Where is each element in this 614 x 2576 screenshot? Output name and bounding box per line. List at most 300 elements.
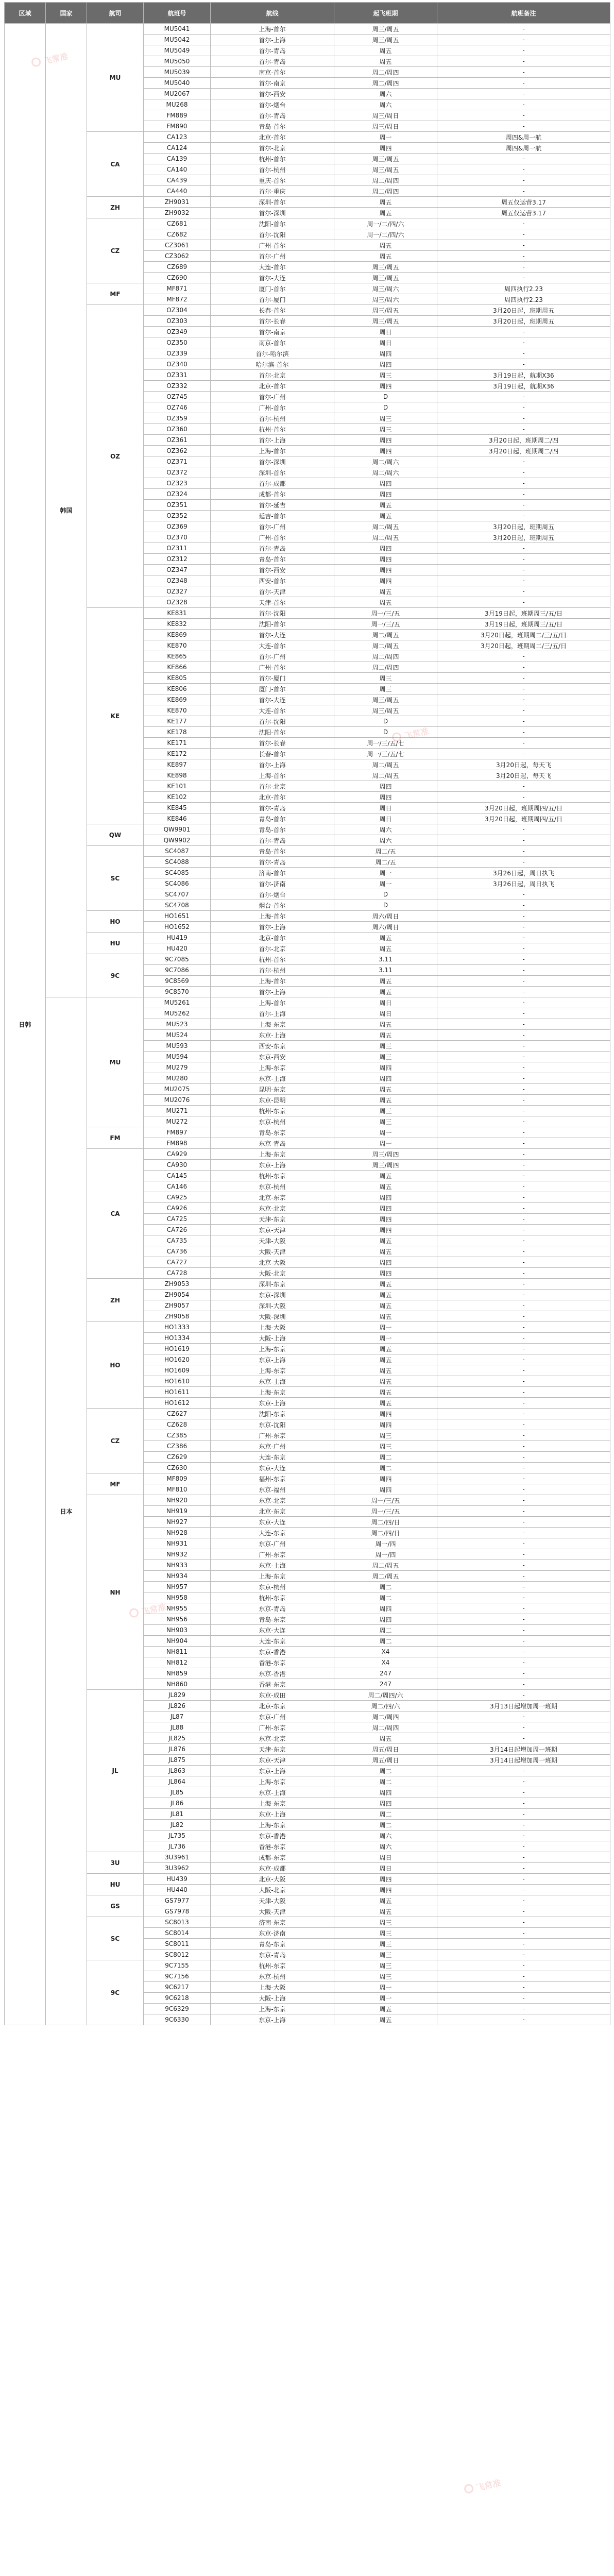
departure-days: 周三 [334,1917,437,1928]
flight-number: CZ629 [144,1452,211,1463]
flight-number: CA930 [144,1160,211,1171]
flight-note: - [437,673,610,684]
flight-number: CZ386 [144,1441,211,1452]
flight-number: CZ3061 [144,240,211,251]
departure-days: 周三/周五 [334,694,437,705]
flight-number: OZ351 [144,500,211,511]
flight-number: CZ690 [144,273,211,283]
flight-note: - [437,911,610,922]
flight-note: - [437,1116,610,1127]
departure-days: 周三/周五 [334,273,437,283]
departure-days: 周五 [334,987,437,997]
airline-cell: HO [87,1322,144,1409]
departure-days: 周五 [334,597,437,608]
flight-number: MU5039 [144,67,211,78]
route: 上海-大阪 [211,1982,334,1993]
flight-number: SC8014 [144,1928,211,1939]
flight-number: MU524 [144,1030,211,1041]
departure-days: 周四 [334,1603,437,1614]
route: 东京-杭州 [211,1116,334,1127]
flight-number: NH934 [144,1571,211,1582]
route: 东京-上海 [211,2014,334,2025]
flight-note: - [437,164,610,175]
departure-days: 周二 [334,1809,437,1820]
departure-days: 周四 [334,781,437,792]
flight-note: - [437,273,610,283]
flight-number: KE832 [144,619,211,630]
flight-note: - [437,1138,610,1149]
departure-days: 周五 [334,1019,437,1030]
flight-number: JL829 [144,1690,211,1701]
flight-note: - [437,1409,610,1419]
flight-number: MU5049 [144,45,211,56]
flight-note: - [437,1257,610,1268]
departure-days: 周三/周五 [334,305,437,316]
route: 上海-东京 [211,1776,334,1787]
departure-days: 周四 [334,543,437,554]
table-body [5,24,610,2025]
route: 东京-上海 [211,1766,334,1776]
departure-days: 周五 [334,251,437,262]
route: 东京-沈阳 [211,1419,334,1430]
departure-days: 247 [334,1668,437,1679]
departure-days: 周四 [334,1409,437,1419]
route: 天津-大阪 [211,1235,334,1246]
route: 南京-首尔 [211,337,334,348]
table-row [5,608,610,619]
flight-note: - [437,1982,610,1993]
flight-note: - [437,1776,610,1787]
watermark-icon [391,732,402,742]
route: 青岛-首尔 [211,121,334,132]
route: 上海-东京 [211,1798,334,1809]
flight-note: - [437,110,610,121]
route: 首尔-深圳 [211,208,334,218]
route: 杭州-东京 [211,1592,334,1603]
header-airline: 航司 [87,3,144,24]
flight-number: CZ385 [144,1430,211,1441]
flight-number: JL87 [144,1711,211,1722]
route: 广州-东京 [211,1430,334,1441]
flight-note: - [437,1582,610,1592]
departure-days: 周四 [334,1798,437,1809]
route: 东京-上海 [211,1073,334,1084]
flight-number: NH933 [144,1560,211,1571]
departure-days: 周二/周四 [334,1722,437,1733]
flight-note: - [437,1062,610,1073]
flight-number: GS7978 [144,1906,211,1917]
flight-number: CA725 [144,1214,211,1225]
flight-number: KE869 [144,694,211,705]
departure-days: 周五 [334,1279,437,1290]
flight-number: OZ746 [144,402,211,413]
flight-number: JL88 [144,1722,211,1733]
flight-number: CA735 [144,1235,211,1246]
route: 深圳-首尔 [211,467,334,478]
route: 上海-东京 [211,1820,334,1831]
flight-number: 9C6329 [144,2004,211,2014]
route: 青岛-首尔 [211,554,334,565]
flight-number: NH958 [144,1592,211,1603]
departure-days: 周四 [334,575,437,586]
route: 东京-大连 [211,1517,334,1528]
flight-number: JL825 [144,1733,211,1744]
departure-days: 周三 [334,370,437,381]
table-row [5,1852,610,1863]
departure-days: 周四 [334,359,437,370]
table-row [5,911,610,922]
airline-cell: JL [87,1690,144,1852]
watermark-text: 飞常准 [141,1602,167,1617]
flight-number: KE846 [144,814,211,824]
airline-cell: SC [87,1917,144,1960]
flight-note: 周五仅运营3.17 [437,197,610,208]
departure-days: 周一/三/五/七 [334,738,437,749]
flight-number: MU5262 [144,1008,211,1019]
flight-number: NH904 [144,1636,211,1647]
departure-days: X4 [334,1647,437,1657]
route: 上海-东京 [211,1149,334,1160]
airline-cell: QW [87,824,144,846]
flight-number: MU2075 [144,1084,211,1095]
route: 首尔-北京 [211,143,334,154]
flight-note: - [437,1592,610,1603]
flight-note: 3月20日起，班期周五 [437,305,610,316]
flight-number: NH931 [144,1538,211,1549]
flight-note: - [437,35,610,45]
flight-note: - [437,1052,610,1062]
departure-days: 周三 [334,424,437,435]
flight-note: - [437,1214,610,1225]
airline-cell: MU [87,24,144,132]
route: 东京-天津 [211,1755,334,1766]
flight-number: OZ340 [144,359,211,370]
flight-note: - [437,1657,610,1668]
table-row [5,132,610,143]
route: 东京-杭州 [211,1582,334,1592]
route: 北京-首尔 [211,132,334,143]
departure-days: 周二/周五 [334,759,437,770]
route: 首尔-大连 [211,694,334,705]
route: 首尔-南京 [211,327,334,337]
departure-days: 周三/周六 [334,294,437,305]
route: 东京-青岛 [211,1950,334,1960]
flight-number: OZ362 [144,446,211,456]
route: 首尔-北京 [211,943,334,954]
departure-days: 周一/二/四/六 [334,218,437,229]
departure-days: 周三 [334,684,437,694]
route: 北京-大阪 [211,1257,334,1268]
departure-days: 周四 [334,1268,437,1279]
route: 东京-上海 [211,1376,334,1387]
flight-note: - [437,56,610,67]
flight-note: - [437,1668,610,1679]
flight-note: 3月19日起，航期X36 [437,370,610,381]
departure-days: 周五 [334,1344,437,1354]
airline-cell: GS [87,1895,144,1917]
departure-days: 周三 [334,1928,437,1939]
flight-note: - [437,413,610,424]
flight-number: NH932 [144,1549,211,1560]
flight-number: CA726 [144,1225,211,1235]
route: 济南-东京 [211,1917,334,1928]
flight-number: JL875 [144,1755,211,1766]
flight-number: JL826 [144,1701,211,1711]
table-row [5,1127,610,1138]
flight-number: CA140 [144,164,211,175]
flight-note: 3月26日起，周日执飞 [437,868,610,878]
flight-note: - [437,1171,610,1181]
route: 东京-大连 [211,1463,334,1473]
route: 香港-东京 [211,1657,334,1668]
flight-note: - [437,154,610,164]
departure-days: 周四 [334,489,437,500]
airline-cell: MU [87,997,144,1127]
flight-number: CZ682 [144,229,211,240]
departure-days: 周四 [334,1787,437,1798]
route: 大阪-北京 [211,1885,334,1895]
route: 首尔-上海 [211,987,334,997]
route: 大阪-北京 [211,1268,334,1279]
route: 福州-东京 [211,1473,334,1484]
flight-note: - [437,337,610,348]
route: 首尔-长春 [211,738,334,749]
flight-note: - [437,1398,610,1409]
flight-number: OZ311 [144,543,211,554]
route: 首尔-沈阳 [211,229,334,240]
flight-note: - [437,1690,610,1701]
airline-cell: SC [87,846,144,911]
flight-number: SC8013 [144,1917,211,1928]
departure-days: 周二 [334,1636,437,1647]
route: 首尔-烟台 [211,99,334,110]
flight-number: CA926 [144,1203,211,1214]
departure-days: 周三 [334,1041,437,1052]
departure-days: 周一/三/五/七 [334,749,437,759]
flight-number: SC8012 [144,1950,211,1960]
flight-number: NH860 [144,1679,211,1690]
flight-note: - [437,1917,610,1928]
flight-number: KE898 [144,770,211,781]
departure-days: 周日 [334,1008,437,1019]
departure-days: 周四 [334,1885,437,1895]
flight-number: FM897 [144,1127,211,1138]
departure-days: 周二/周五 [334,630,437,640]
departure-days: 周一 [334,1127,437,1138]
flight-note: - [437,857,610,868]
flight-number: MF871 [144,283,211,294]
flight-note: - [437,1787,610,1798]
flight-number: NH903 [144,1625,211,1636]
departure-days: 周日 [334,327,437,337]
departure-days: 周四 [334,1214,437,1225]
flight-note: - [437,965,610,976]
flight-note: - [437,1820,610,1831]
departure-days: 周二 [334,1820,437,1831]
flight-number: MU268 [144,99,211,110]
watermark-icon [463,2483,474,2494]
flight-number: OZ324 [144,489,211,500]
table-header-row [5,3,610,24]
route: 青岛-首尔 [211,824,334,835]
flight-number: CA929 [144,1149,211,1160]
flight-note: - [437,1939,610,1950]
flight-number: GS7977 [144,1895,211,1906]
departure-days: 周日 [334,803,437,814]
flight-note: - [437,99,610,110]
departure-days: 周五 [334,1398,437,1409]
route: 上海-大阪 [211,1322,334,1333]
route: 首尔-大连 [211,273,334,283]
flight-number: HU440 [144,1885,211,1895]
table-row [5,824,610,835]
flight-note: - [437,1235,610,1246]
table-row [5,1149,610,1160]
route: 东京-香港 [211,1647,334,1657]
departure-days: 周四 [334,1225,437,1235]
flight-note: - [437,1322,610,1333]
flight-note: - [437,1495,610,1506]
flight-number: JL735 [144,1831,211,1841]
route: 广州-东京 [211,1549,334,1560]
departure-days: 周五 [334,1171,437,1181]
route: 东京-广州 [211,1711,334,1722]
departure-days: 周三/周五 [334,35,437,45]
route: 青岛-东京 [211,1939,334,1950]
route: 大阪-上海 [211,1333,334,1344]
flight-number: JL864 [144,1776,211,1787]
flight-note: - [437,705,610,716]
flight-number: HO1620 [144,1354,211,1365]
route: 东京-青岛 [211,1138,334,1149]
airline-cell: ZH [87,197,144,218]
airline-cell: CA [87,1149,144,1279]
flight-note: - [437,1203,610,1214]
flight-number: HO1611 [144,1387,211,1398]
flight-note: - [437,121,610,132]
flight-note: - [437,1614,610,1625]
flight-number: OZ304 [144,305,211,316]
flight-number: OZ339 [144,348,211,359]
departure-days: 周五 [334,933,437,943]
departure-days: 周三/周六 [334,283,437,294]
flight-note: 3月20日起，班期周四/五/日 [437,803,610,814]
departure-days: 3.11 [334,954,437,965]
route: 沈阳-首尔 [211,727,334,738]
flight-note: - [437,1517,610,1528]
departure-days: D [334,889,437,900]
flight-number: SC4708 [144,900,211,911]
departure-days: 周三/周五 [334,164,437,175]
departure-days: 周二/周五 [334,770,437,781]
route: 东京-上海 [211,1809,334,1820]
flight-note: - [437,1993,610,2004]
departure-days: 周五/周日 [334,1755,437,1766]
flight-note: - [437,1452,610,1463]
flight-number: OZ745 [144,392,211,402]
flight-number: OZ327 [144,586,211,597]
departure-days: 周四 [334,1073,437,1084]
flight-number: MF872 [144,294,211,305]
header-region: 区域 [5,3,46,24]
route: 首尔-厦门 [211,673,334,684]
table-row [5,997,610,1008]
departure-days: 周三 [334,1430,437,1441]
flight-number: CA439 [144,175,211,186]
header-days: 起飞班期 [334,3,437,24]
flight-note: - [437,1906,610,1917]
flight-note: - [437,1560,610,1571]
flight-number: CZ627 [144,1409,211,1419]
route: 东京-广州 [211,1538,334,1549]
flight-number: MF810 [144,1484,211,1495]
flight-number: OZ323 [144,478,211,489]
flight-number: HO1612 [144,1398,211,1409]
route: 杭州-东京 [211,1960,334,1971]
airline-cell: HU [87,1874,144,1895]
flight-number: NH955 [144,1603,211,1614]
flight-note: 周四&周一航 [437,143,610,154]
flight-note: - [437,1603,610,1614]
flight-note: - [437,45,610,56]
route: 首尔-上海 [211,1008,334,1019]
flight-number: HO1610 [144,1376,211,1387]
flight-number: NH927 [144,1517,211,1528]
departure-days: 周二/四/日 [334,1528,437,1538]
flight-note: - [437,1852,610,1863]
flight-number: NH920 [144,1495,211,1506]
table-row [5,305,610,316]
route: 沈阳-首尔 [211,218,334,229]
departure-days: 周五 [334,1365,437,1376]
route: 首尔-西安 [211,565,334,575]
flight-note: - [437,1106,610,1116]
departure-days: 周四 [334,435,437,446]
flight-note: - [437,586,610,597]
departure-days: 周四 [334,1614,437,1625]
table-row [5,218,610,229]
flight-note: - [437,229,610,240]
flight-number: OZ303 [144,316,211,327]
departure-days: 周六 [334,824,437,835]
flight-number: SC8011 [144,1939,211,1950]
table-row [5,1495,610,1506]
route: 大阪-上海 [211,1993,334,2004]
flight-note: 3月20日起，班期周二/三/五/日 [437,640,610,651]
departure-days: 周五 [334,2014,437,2025]
flight-note: - [437,662,610,673]
flight-note: - [437,1928,610,1939]
flight-number: KE102 [144,792,211,803]
flight-number: OZ360 [144,424,211,435]
flight-number: MU5050 [144,56,211,67]
departure-days: 周二/周四 [334,186,437,197]
flight-note: - [437,489,610,500]
route: 首尔-广州 [211,521,334,532]
airline-cell: 9C [87,1960,144,2025]
route: 首尔-上海 [211,759,334,770]
flight-note: - [437,575,610,586]
departure-days: 周二 [334,1452,437,1463]
flight-note: - [437,889,610,900]
departure-days: 周三 [334,1052,437,1062]
flight-number: FM898 [144,1138,211,1149]
flight-note: - [437,1333,610,1344]
flight-number: SC4086 [144,878,211,889]
flight-note: - [437,976,610,987]
flight-note: - [437,1960,610,1971]
flight-note: - [437,500,610,511]
